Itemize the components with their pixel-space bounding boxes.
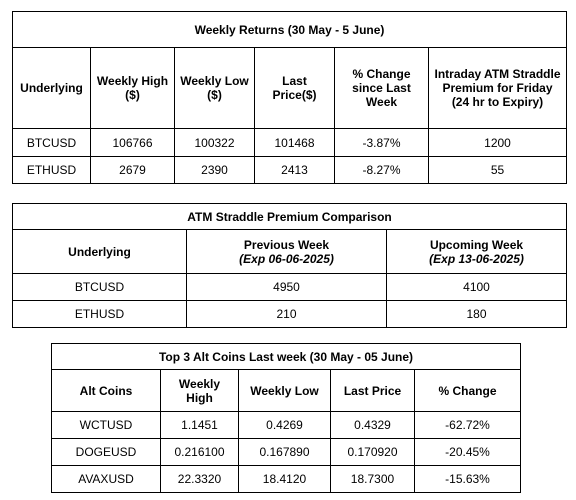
- cell-weekly-high: 0.216100: [161, 439, 239, 466]
- cell-coin: AVAXUSD: [52, 466, 161, 493]
- cell-coin: DOGEUSD: [52, 439, 161, 466]
- alt-coins-title: Top 3 Alt Coins Last week (30 May - 05 June): [52, 344, 521, 370]
- cell-last-price: 0.170920: [331, 439, 415, 466]
- cell-weekly-high: 22.3320: [161, 466, 239, 493]
- cell-pct-change: -3.87%: [335, 129, 429, 157]
- cell-underlying: BTCUSD: [13, 129, 91, 157]
- cell-coin: WCTUSD: [52, 412, 161, 439]
- table-row: [13, 274, 567, 301]
- alt-coins-table: [51, 343, 521, 493]
- header-last-price: Last Price: [331, 370, 415, 412]
- upcoming-week-label: Upcoming Week: [429, 237, 524, 252]
- header-weekly-high: Weekly High: [161, 370, 239, 412]
- cell-weekly-high: 1.1451: [161, 412, 239, 439]
- upcoming-week-expiry: (Exp 13-06-2025): [429, 251, 524, 266]
- weekly-returns-table: [12, 11, 567, 184]
- header-previous-week: [187, 230, 387, 274]
- cell-weekly-low: 100322: [175, 129, 255, 157]
- header-weekly-low: Weekly Low ($): [175, 48, 255, 129]
- cell-weekly-low: 2390: [175, 157, 255, 184]
- cell-pct-change: -20.45%: [415, 439, 521, 466]
- cell-straddle-premium: 1200: [429, 129, 567, 157]
- header-weekly-low: Weekly Low: [239, 370, 331, 412]
- cell-last-price: 18.7300: [331, 466, 415, 493]
- header-underlying: Underlying: [13, 230, 187, 274]
- cell-last-price: 2413: [255, 157, 335, 184]
- table-row: [13, 301, 567, 328]
- cell-last-price: 0.4329: [331, 412, 415, 439]
- cell-weekly-low: 18.4120: [239, 466, 331, 493]
- cell-last-price: 101468: [255, 129, 335, 157]
- cell-upcoming-week: 4100: [387, 274, 567, 301]
- cell-underlying: ETHUSD: [13, 157, 91, 184]
- cell-underlying: ETHUSD: [13, 301, 187, 328]
- header-last-price: Last Price($): [255, 48, 335, 129]
- table-row: [52, 412, 521, 439]
- table-row: [52, 466, 521, 493]
- previous-week-label: Previous Week: [243, 237, 330, 252]
- previous-week-expiry: (Exp 06-06-2025): [239, 251, 334, 266]
- cell-weekly-high: 106766: [91, 129, 175, 157]
- header-pct-change: % Change since Last Week: [335, 48, 429, 129]
- cell-pct-change: -62.72%: [415, 412, 521, 439]
- cell-previous-week: 210: [187, 301, 387, 328]
- straddle-comparison-table: [12, 203, 567, 328]
- cell-pct-change: -15.63%: [415, 466, 521, 493]
- straddle-comparison-title: ATM Straddle Premium Comparison: [13, 204, 567, 230]
- cell-weekly-high: 2679: [91, 157, 175, 184]
- cell-weekly-low: 0.4269: [239, 412, 331, 439]
- cell-straddle-premium: 55: [429, 157, 567, 184]
- table-row: [13, 129, 567, 157]
- weekly-returns-title: Weekly Returns (30 May - 5 June): [13, 12, 567, 48]
- header-weekly-high: Weekly High ($): [91, 48, 175, 129]
- cell-upcoming-week: 180: [387, 301, 567, 328]
- cell-previous-week: 4950: [187, 274, 387, 301]
- header-pct-change: % Change: [415, 370, 521, 412]
- header-alt-coins: Alt Coins: [52, 370, 161, 412]
- table-row: [52, 439, 521, 466]
- table-row: [13, 157, 567, 184]
- header-underlying: Underlying: [13, 48, 91, 129]
- cell-underlying: BTCUSD: [13, 274, 187, 301]
- cell-weekly-low: 0.167890: [239, 439, 331, 466]
- header-straddle-premium: Intraday ATM Straddle Premium for Friday (24 hr to Expiry): [429, 48, 567, 129]
- cell-pct-change: -8.27%: [335, 157, 429, 184]
- header-upcoming-week: [387, 230, 567, 274]
